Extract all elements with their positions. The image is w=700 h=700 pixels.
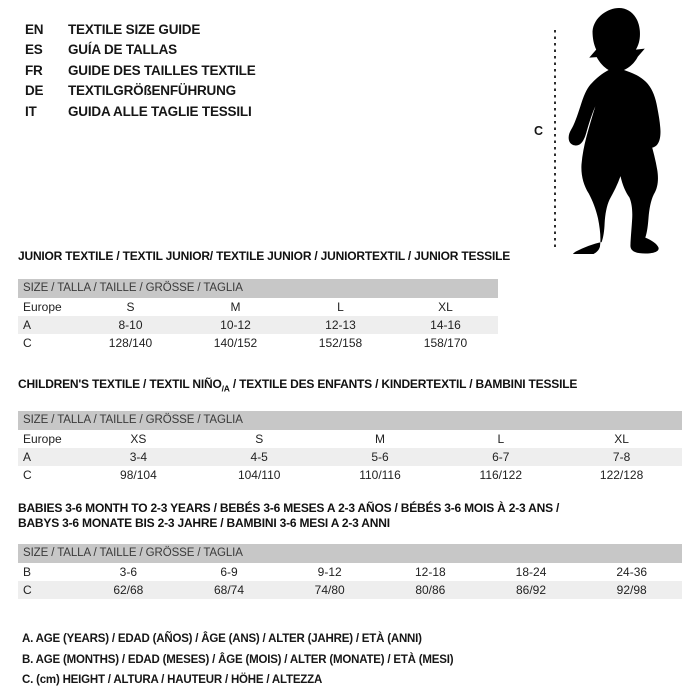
children-section-title	[18, 377, 682, 396]
size-cell: S	[255, 432, 264, 447]
height-cell: 104/110	[237, 468, 281, 483]
language-code: EN	[25, 21, 44, 37]
height-cell: 98/104	[120, 468, 157, 483]
section-babies-textile	[18, 501, 682, 599]
height-cell: 92/98	[616, 583, 647, 597]
row-label: Europe	[23, 300, 62, 314]
age-cell: 14-16	[430, 318, 461, 332]
children-title-pre: CHILDREN'S TEXTILE / TEXTIL NIÑO	[18, 377, 222, 391]
babies-size-header: SIZE / TALLA / TAILLE / GRÖSSE / TAGLIA	[18, 544, 682, 563]
language-code: IT	[25, 103, 37, 119]
row-label: B	[23, 565, 32, 579]
height-cell: 122/128	[599, 468, 644, 483]
table-row-height	[18, 581, 682, 599]
size-cell: M	[230, 300, 241, 314]
footnote-a: A. AGE (YEARS) / EDAD (AÑOS) / ÂGE (ANS) / ALTER (JAHRE) / ETÀ (ANNI)	[22, 633, 422, 645]
height-cell: 68/74	[213, 583, 245, 597]
baby-height-figure	[528, 4, 693, 256]
row-label: C	[23, 583, 32, 597]
language-code: FR	[25, 62, 43, 78]
size-cell: XL	[438, 300, 453, 314]
language-row-es	[25, 40, 256, 61]
footnote-b: B. AGE (MONTHS) / EDAD (MESES) / ÂGE (MOIS) / ALTER (MONATE) / ETÀ (MESI)	[22, 653, 454, 666]
height-cell: 80/86	[415, 583, 446, 597]
age-cell: 24-36	[616, 565, 648, 579]
language-code: DE	[25, 83, 44, 99]
height-cell: 110/116	[359, 468, 401, 483]
age-cell: 3-4	[129, 450, 148, 465]
table-row-europe	[18, 430, 682, 448]
row-label: C	[23, 336, 32, 350]
footnote-legend	[22, 629, 453, 691]
table-row-height	[18, 466, 682, 484]
babies-section-title-line1: BABIES 3-6 MONTH TO 2-3 YEARS / BEBÉS 3-6 MESES A 2-3 AÑOS / BÉBÉS 3-6 MOIS À 2-3 ANS /	[18, 501, 560, 515]
age-cell: 7-8	[612, 450, 631, 465]
junior-size-table	[18, 279, 498, 352]
language-row-de	[25, 81, 256, 102]
height-cell: 140/152	[213, 336, 258, 350]
table-row-age	[18, 448, 682, 466]
size-cell: M	[374, 432, 385, 447]
toddler-silhouette-icon	[564, 6, 676, 254]
age-cell: 8-10	[118, 318, 143, 332]
size-cell: L	[337, 300, 344, 314]
guide-title-es: GUÍA DE TALLAS	[68, 42, 177, 58]
children-size-table	[18, 411, 682, 484]
age-cell: 5-6	[371, 450, 389, 465]
guide-title-it: GUIDA ALLE TAGLIE TESSILI	[68, 103, 252, 119]
row-label: Europe	[23, 432, 62, 447]
language-list	[25, 19, 256, 122]
age-cell: 6-7	[492, 450, 510, 465]
height-cell: 86/92	[516, 583, 547, 597]
section-children-textile	[18, 377, 682, 484]
height-measure-dashed-line	[554, 30, 556, 248]
age-cell: 6-9	[220, 565, 238, 579]
junior-section-title: JUNIOR TEXTILE / TEXTIL JUNIOR/ TEXTILE JUNIOR / JUNIORTEXTIL / JUNIOR TESSILE	[18, 249, 511, 263]
guide-title-en: TEXTILE SIZE GUIDE	[68, 21, 201, 37]
height-measure-label: C	[534, 124, 544, 138]
height-cell: 74/80	[314, 583, 345, 597]
language-row-fr	[25, 60, 256, 81]
age-cell: 4-5	[250, 450, 268, 465]
size-cell: L	[497, 432, 505, 447]
language-row-en	[25, 19, 256, 40]
table-row-height	[18, 334, 498, 352]
size-cell: S	[126, 300, 135, 314]
age-cell: 12-13	[325, 318, 356, 332]
children-size-header: SIZE / TALLA / TAILLE / GRÖSSE / TAGLIA	[18, 411, 682, 430]
guide-title-fr: GUIDE DES TAILLES TEXTILE	[68, 62, 256, 78]
age-cell: 9-12	[317, 565, 342, 579]
row-label: A	[23, 318, 32, 332]
language-row-it	[25, 101, 256, 122]
height-cell: 116/122	[479, 468, 523, 483]
age-cell: 18-24	[515, 565, 547, 579]
footnote-c: C. (cm) HEIGHT / ALTURA / HAUTEUR / HÖHE / ALTEZZA	[22, 674, 323, 686]
table-row-europe	[18, 298, 498, 316]
height-cell: 62/68	[113, 583, 144, 597]
age-cell: 12-18	[415, 565, 446, 579]
row-label: C	[23, 468, 32, 483]
junior-size-header: SIZE / TALLA / TAILLE / GRÖSSE / TAGLIA	[18, 279, 498, 298]
size-cell: XS	[130, 432, 147, 447]
babies-section-title-line2: BABYS 3-6 MONATE BIS 2-3 JAHRE / BAMBINI 3-6 MESI A 2-3 ANNI	[18, 516, 390, 530]
children-title-post: / TEXTILE DES ENFANTS / KINDERTEXTIL / BAMBINI TESSILE	[229, 377, 578, 391]
babies-size-table	[18, 544, 682, 599]
children-title-sub: /A	[221, 383, 230, 394]
row-label: A	[23, 450, 32, 465]
age-cell: 3-6	[119, 565, 137, 579]
height-cell: 152/158	[318, 336, 363, 350]
section-junior-textile	[18, 249, 682, 352]
size-cell: XL	[614, 432, 629, 447]
language-code: ES	[25, 42, 43, 58]
height-cell: 128/140	[108, 336, 153, 350]
height-cell: 158/170	[423, 336, 468, 350]
table-row-age	[18, 316, 498, 334]
table-row-age-months	[18, 563, 682, 581]
age-cell: 10-12	[220, 318, 251, 332]
guide-title-de: TEXTILGRÖßENFÜHRUNG	[68, 83, 236, 99]
